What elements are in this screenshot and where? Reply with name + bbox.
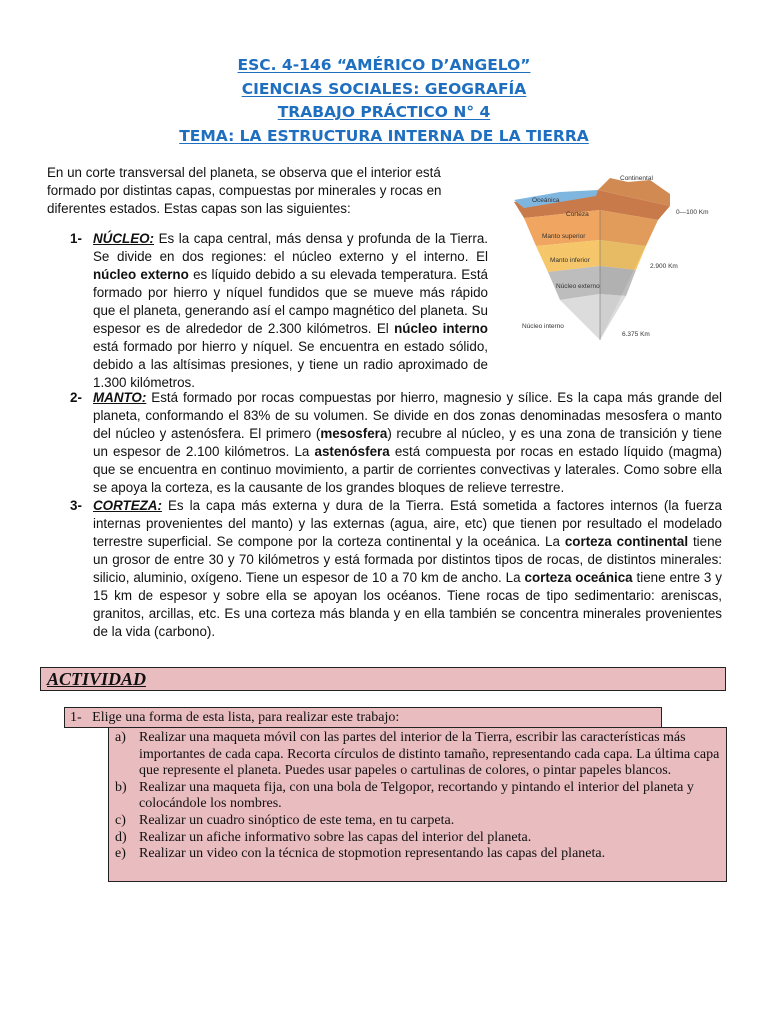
option-b: b) Realizar una maqueta fija, con una bola de Telgopor, recortando y pintando el interior del planeta y colocándole los nombres. [115,779,694,812]
activity-heading: ACTIVIDAD [40,667,726,691]
item-term: CORTEZA: [93,498,162,513]
earth-layers-figure [500,168,709,348]
topic-title: TEMA: LA ESTRUCTURA INTERNA DE LA TIERRA [179,126,589,145]
label-depth-2: 2.900 Km [650,263,678,270]
label-depth-3: 6.375 Km [622,331,650,338]
label-manto-inferior: Manto inferior [550,257,590,264]
item-number: 1- [70,231,82,246]
label-oceanica: Oceánica [532,197,560,204]
activity-options [108,727,727,882]
work-title: TRABAJO PRÁCTICO N° 4 [277,103,491,121]
item-number: 2- [70,390,82,405]
layer-list-top [70,230,488,392]
layer-item-corteza: 3- CORTEZA: Es la capa más externa y dura de la Tierra. Está sometida a factores internos (la fuerza internas provenientes del manto) y las externas (agua, aire, etc) que tienen por resultado el modelado terrestre superficial. Se compone por la corteza continental y la oceánica. La corteza continental tiene un grosor de entre 30 y 70 kilómetros y está formada por distintos tipos de rocas, de distintos minerales: silicio, aluminio, oxígeno. Tiene un espesor de 10 a 70 km de ancho. La corteza oceánica tiene entre 3 y 15 km de espesor y sobre ella se apoyan los océanos. Tiene rocas de tipo sedimentario: areniscas, granitos, arcillas, etc. Es una corteza más blanda y en ella también se concentra minerales provenientes de la vida (carbono). [70,498,722,639]
option-d: d) Realizar un afiche informativo sobre las capas del interior del planeta. [115,829,532,845]
label-nucleo-interno: Núcleo interno [522,323,564,330]
option-e: e) Realizar un video con la técnica de stopmotion representando las capas del planeta. [115,846,606,862]
intro-paragraph: En un corte transversal del planeta, se observa que el interior está formado por distintas capas, compuestas por minerales y rocas en diferentes estados. Estas capas son las siguientes: [47,165,442,216]
label-depth-1: 0—100 Km [676,209,709,216]
label-nucleo-externo: Núcleo externo [556,283,600,290]
label-continental: Continental [620,175,653,182]
school-name: ESC. 4-146 “AMÉRICO D’ANGELO” [237,56,531,74]
layer-item-manto: 2- MANTO: Está formado por rocas compuestas por hierro, magnesio y sílice. Es la capa más grande del planeta, conformando el 83% de su volumen. Se divide en dos zonas denominadas mesosfera o manto del núcleo y astenósfera. El primero (mesosfera) recubre al núcleo, y es una zona de transición y tiene un espesor de 2.100 kilómetros. La astenósfera está compuesta por rocas en estado líquido (magma) que se encuentra en continuo movimiento, a partir de corrientes convectivas y laterales. Como sobre ella se apoya la corteza, es la causante de los grandes bloques de relieve terrestre. [70,390,722,495]
item-number: 3- [70,498,82,513]
document-header [0,54,768,148]
option-a: a) Realizar una maqueta móvil con las partes del interior de la Tierra, escribir las características más importantes de cada capa. Recorta círculos de distinto tamaño, representando cada capa. La última capa que represente el planeta. Puedes usar papeles o cartulinas de colores, o pintar papeles blancos. [115,730,720,779]
label-manto-superior: Manto superior [542,233,586,240]
label-corteza: Corteza [566,211,589,218]
wedge-side [600,210,658,340]
item-term: NÚCLEO: [93,231,154,246]
activity-question: 1- Elige una forma de esta lista, para realizar este trabajo: [64,707,662,728]
layer-list-bottom [70,389,722,641]
layer-item-nucleo: 1- NÚCLEO: Es la capa central, más densa y profunda de la Tierra. Se divide en dos regiones: el núcleo externo y el interno. El núcleo externo es líquido debido a su elevada temperatura. Está formado por hierro y níquel fundidos que se mueve más rápido que el planeta, generando así el campo magnético del planeta. Su espesor es de alrededor de 2.300 kilómetros. El núcleo interno está formado por hierro y níquel. Se encuentra en estado sólido, debido a las altísimas presiones, y tiene un radio aproximado de 1.300 kilómetros. [70,231,488,390]
option-c: c) Realizar un cuadro sinóptico de este tema, en tu carpeta. [115,812,455,828]
subject-title: CIENCIAS SOCIALES: GEOGRAFÍA [241,79,527,98]
item-term: MANTO: [93,390,147,405]
